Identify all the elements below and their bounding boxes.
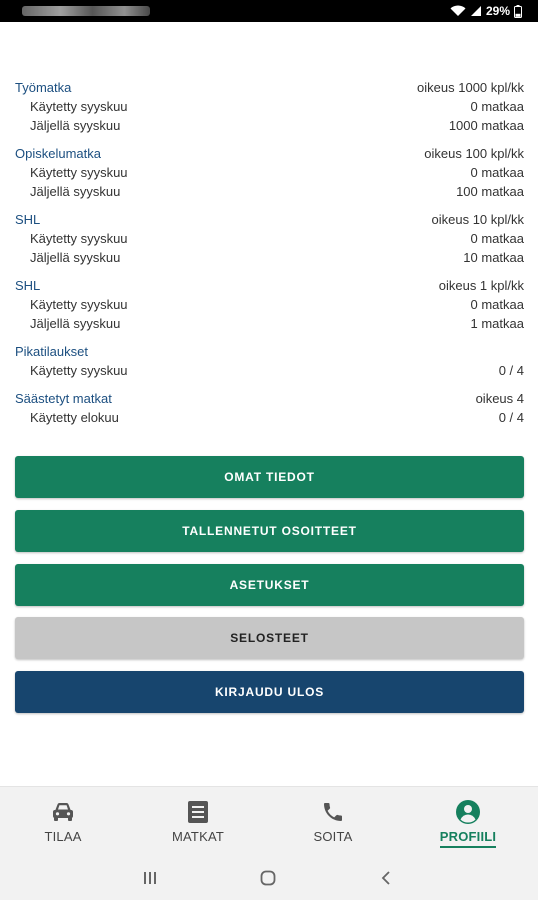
battery-icon <box>514 5 522 18</box>
row-value: 0 matkaa <box>470 297 524 312</box>
nav-matkat-label: MATKAT <box>172 829 224 844</box>
quota-group-saastetyt <box>15 389 524 427</box>
group-entitlement: oikeus 10 kpl/kk <box>431 212 524 227</box>
row-label: Käytetty syyskuu <box>30 297 128 312</box>
quota-group-tyomatka <box>15 78 524 135</box>
home-icon[interactable] <box>256 868 280 888</box>
nav-profiili[interactable] <box>413 787 523 857</box>
row-label: Jäljellä syyskuu <box>30 184 121 199</box>
row-value: 10 matkaa <box>463 250 524 265</box>
group-entitlement: oikeus 1 kpl/kk <box>438 278 524 293</box>
nav-soita[interactable] <box>278 787 388 857</box>
row-label: Käytetty syyskuu <box>30 231 128 246</box>
asetukset-button[interactable]: ASETUKSET <box>15 564 524 606</box>
row-label: Jäljellä syyskuu <box>30 250 121 265</box>
group-title: Työmatka <box>15 80 72 95</box>
row-label: Käytetty syyskuu <box>30 99 128 114</box>
group-entitlement: oikeus 4 <box>475 391 524 406</box>
tallennetut-osoitteet-button[interactable]: TALLENNETUT OSOITTEET <box>15 510 524 552</box>
account-circle-icon <box>455 799 481 825</box>
group-title: SHL <box>15 212 41 227</box>
group-title: Opiskelumatka <box>15 146 101 161</box>
row-value: 0 / 4 <box>498 363 524 378</box>
group-title: Säästetyt matkat <box>15 391 112 406</box>
selosteet-button[interactable]: SELOSTEET <box>15 617 524 659</box>
row-value: 0 matkaa <box>470 165 524 180</box>
battery-text: 29% <box>485 4 510 18</box>
status-icons <box>450 3 522 19</box>
group-entitlement: oikeus 1000 kpl/kk <box>417 80 524 95</box>
row-value: 100 matkaa <box>456 184 524 199</box>
omat-tiedot-button[interactable]: OMAT TIEDOT <box>15 456 524 498</box>
nav-tilaa[interactable] <box>8 787 118 857</box>
bottom-navigation <box>0 786 538 857</box>
status-bar <box>0 0 538 22</box>
row-value: 1000 matkaa <box>448 118 524 133</box>
recent-apps-icon[interactable] <box>138 868 162 888</box>
back-icon[interactable] <box>374 868 398 888</box>
signal-icon <box>470 5 482 17</box>
row-label: Käytetty syyskuu <box>30 363 128 378</box>
group-title: Pikatilaukset <box>15 344 88 359</box>
nav-soita-label: SOITA <box>313 829 353 844</box>
nav-matkat[interactable] <box>143 787 253 857</box>
group-entitlement: oikeus 100 kpl/kk <box>424 146 524 161</box>
row-value: 1 matkaa <box>470 316 524 331</box>
car-icon <box>51 799 75 825</box>
row-value: 0 / 4 <box>498 410 524 425</box>
wifi-icon <box>450 5 466 17</box>
quota-group-shl-1 <box>15 276 524 333</box>
row-label: Jäljellä syyskuu <box>30 118 121 133</box>
quota-list <box>15 78 524 436</box>
row-label: Käytetty elokuu <box>30 410 119 425</box>
group-title: SHL <box>15 278 41 293</box>
row-label: Käytetty syyskuu <box>30 165 128 180</box>
phone-icon <box>321 799 345 825</box>
nav-tilaa-label: TILAA <box>44 829 82 844</box>
row-label: Jäljellä syyskuu <box>30 316 121 331</box>
quota-group-pikatilaukset <box>15 342 524 380</box>
nav-profiili-label: PROFIILI <box>440 829 497 848</box>
carrier-name-redacted <box>22 6 150 16</box>
row-value: 0 matkaa <box>470 99 524 114</box>
kirjaudu-ulos-button[interactable]: KIRJAUDU ULOS <box>15 671 524 713</box>
quota-group-shl-10 <box>15 210 524 267</box>
quota-group-opiskelumatka <box>15 144 524 201</box>
list-document-icon <box>187 799 209 825</box>
row-value: 0 matkaa <box>470 231 524 246</box>
system-navigation-bar <box>0 856 538 900</box>
